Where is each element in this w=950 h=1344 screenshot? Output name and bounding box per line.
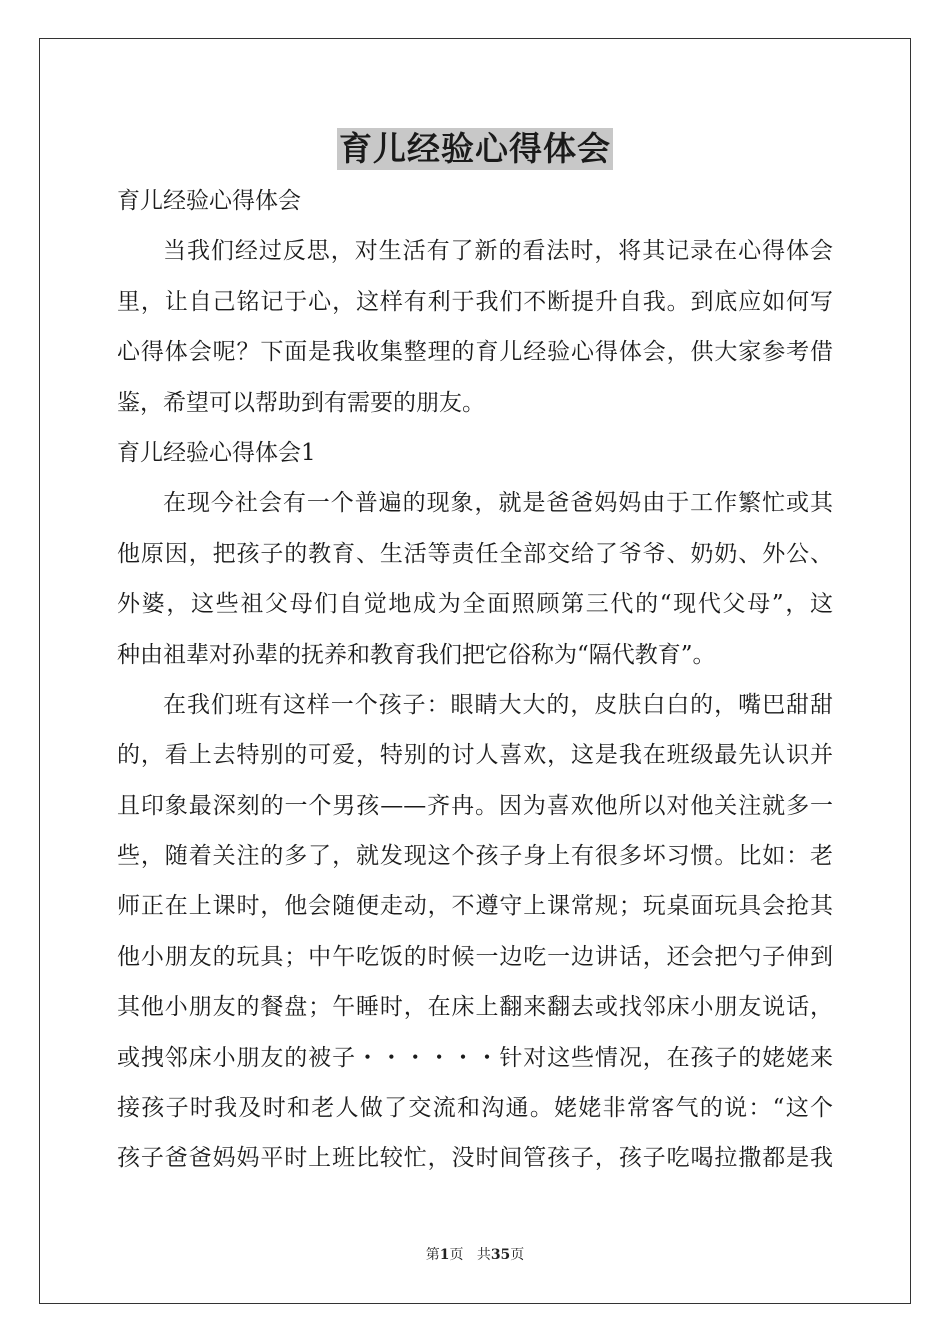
text-line: 或拽邻床小朋友的被子・・・・・・针对这些情况，在孩子的姥姥来 bbox=[117, 1044, 833, 1071]
text-line: 育儿经验心得体会1 bbox=[117, 439, 316, 466]
document-body bbox=[117, 176, 833, 1184]
total-suffix: 页 bbox=[510, 1247, 525, 1263]
text-line: 鉴，希望可以帮助到有需要的朋友。 bbox=[117, 389, 485, 416]
text-line: 当我们经过反思，对生活有了新的看法时，将其记录在心得体会 bbox=[163, 238, 833, 265]
text-line: 的，看上去特别的可爱，特别的讨人喜欢，这是我在班级最先认识并 bbox=[117, 742, 833, 769]
text-line: 在我们班有这样一个孩子：眼睛大大的，皮肤白白的，嘴巴甜甜 bbox=[163, 691, 833, 718]
text-line: 其他小朋友的餐盘；午睡时，在床上翻来翻去或找邻床小朋友说话， bbox=[117, 994, 833, 1021]
text-line: 他小朋友的玩具；中午吃饭的时候一边吃一边讲话，还会把勺子伸到 bbox=[117, 943, 833, 970]
text-line: 他原因，把孩子的教育、生活等责任全部交给了爷爷、奶奶、外公、 bbox=[117, 540, 833, 567]
text-line: 孩子爸爸妈妈平时上班比较忙，没时间管孩子，孩子吃喝拉撒都是我 bbox=[117, 1145, 833, 1172]
page-number: 1 bbox=[439, 1247, 450, 1263]
text-line: 里，让自己铭记于心，这样有利于我们不断提升自我。到底应如何写 bbox=[117, 288, 833, 315]
page-footer bbox=[0, 1245, 950, 1265]
total-pages: 35 bbox=[490, 1247, 511, 1263]
text-line: 心得体会呢？下面是我收集整理的育儿经验心得体会，供大家参考借 bbox=[117, 339, 833, 366]
text-line: 接孩子时我及时和老人做了交流和沟通。姥姥非常客气的说：“这个 bbox=[117, 1095, 833, 1122]
page-suffix: 页 bbox=[449, 1247, 464, 1263]
text-line: 师正在上课时，他会随便走动，不遵守上课常规；玩桌面玩具会抢其 bbox=[117, 893, 833, 920]
title-container bbox=[0, 128, 950, 170]
text-line: 外婆，这些祖父母们自觉地成为全面照顾第三代的“现代父母”，这 bbox=[117, 591, 833, 618]
text-line: 种由祖辈对孙辈的抚养和教育我们把它俗称为“隔代教育”。 bbox=[117, 641, 716, 668]
page-prefix: 第 bbox=[425, 1247, 440, 1263]
total-prefix: 共 bbox=[476, 1247, 491, 1263]
text-line: 些，随着关注的多了，就发现这个孩子身上有很多坏习惯。比如：老 bbox=[117, 843, 833, 870]
document-title: 育儿经验心得体会 bbox=[339, 129, 611, 168]
text-line: 在现今社会有一个普遍的现象，就是爸爸妈妈由于工作繁忙或其 bbox=[163, 490, 833, 517]
text-line: 且印象最深刻的一个男孩——齐冉。因为喜欢他所以对他关注就多一 bbox=[117, 792, 833, 819]
text-line: 育儿经验心得体会 bbox=[117, 188, 301, 214]
